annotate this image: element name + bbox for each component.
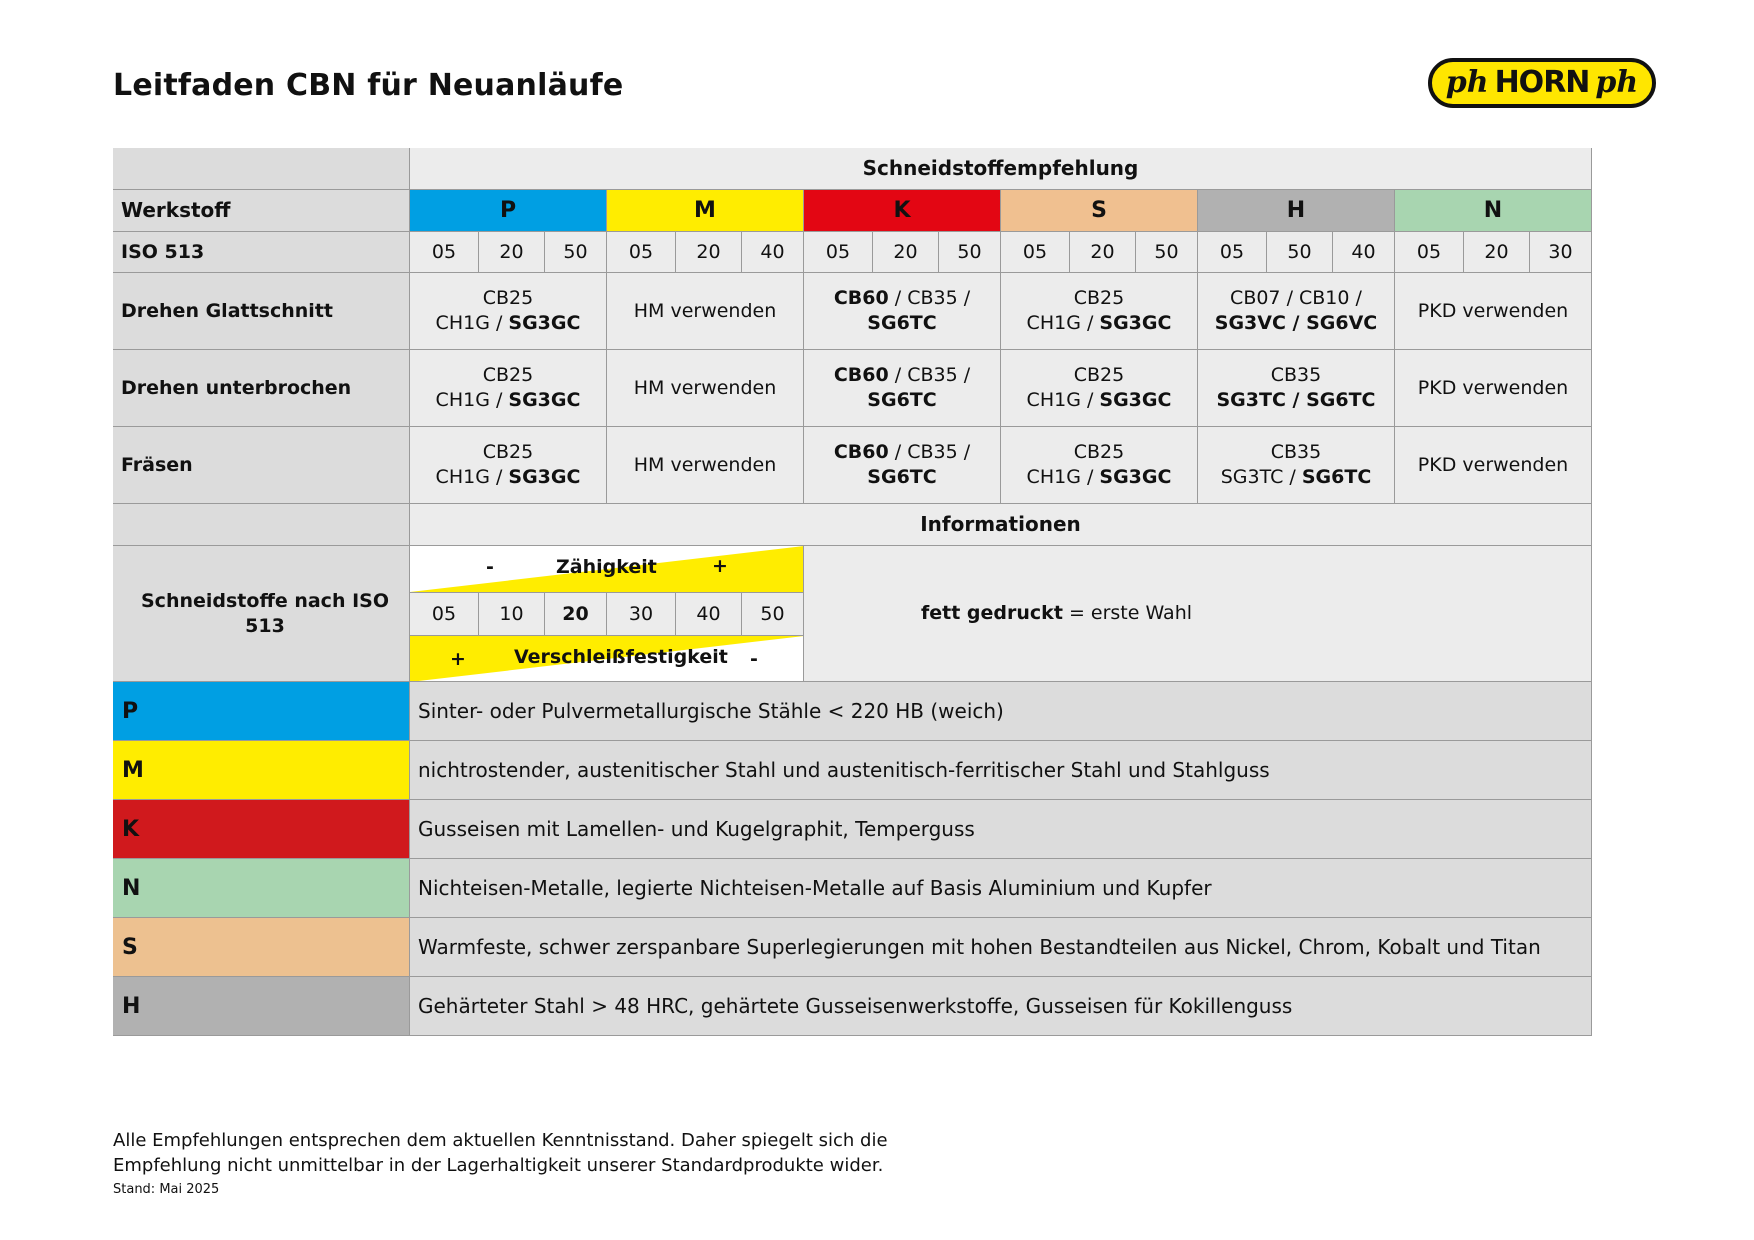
iso-value: 40 [1351,240,1376,263]
wear-minus-label: - [750,648,758,670]
legend-letter-m [113,741,410,800]
recommendation-lines [1027,363,1172,413]
iso-value: 05 [628,240,654,263]
recommendation-lines [1221,440,1372,490]
grade-text: CB25 [1073,441,1125,463]
line-1 [1217,363,1376,388]
recommendation-fraesen-k [804,427,1001,504]
section-info-label: Informationen [920,512,1081,536]
recommendation-lines [1217,363,1376,413]
line-1 [1027,440,1172,465]
grade-first-choice: SG3GC [1099,466,1172,488]
recommendation-text: HM verwenden [633,376,777,399]
recommendation-unterbrochen-s [1001,350,1198,427]
line-1 [436,363,581,388]
iso-cell [873,232,939,273]
iso-cell [1530,232,1592,273]
scale-value: 50 [760,602,785,625]
material-group-letter: H [1286,198,1306,223]
material-group-k [804,190,1001,232]
row-label-iso [113,232,410,273]
iso-cell [1070,232,1136,273]
iso-value: 05 [1022,240,1048,263]
iso-value: 50 [1287,240,1312,263]
grade-first-choice: SG3GC [508,466,581,488]
line-1 [436,286,581,311]
recommendation-glatt-k [804,273,1001,350]
grade-text: / CB35 / [888,287,971,309]
iso-cell [939,232,1001,273]
recommendation-fraesen-p [410,427,607,504]
recommendation-unterbrochen-p [410,350,607,427]
iso-value: 05 [1219,240,1245,263]
grade-first-choice: CB60 [833,364,889,386]
row-label-unterbrochen [113,350,410,427]
iso-value: 20 [1090,240,1115,263]
row-label-text: Drehen Glattschnitt [121,299,333,322]
recommendation-text: PKD verwenden [1417,376,1569,399]
recommendation-glatt-m [607,273,804,350]
grade-first-choice: SG6TC [1301,466,1372,488]
werkstoff-label: Werkstoff [121,198,231,222]
recommendation-lines [1215,286,1377,336]
legend-text: Gusseisen mit Lamellen- und Kugelgraphit, Temperguss [418,816,975,841]
legend-text: Nichteisen-Metalle, legierte Nichteisen-Metalle auf Basis Aluminium und Kupfer [418,875,1212,900]
recommendation-fraesen-h [1198,427,1395,504]
line-2 [436,465,581,490]
recommendation-fraesen-s [1001,427,1198,504]
iso-value: 40 [760,240,785,263]
scale-value: 10 [499,602,524,625]
legend-text: nichtrostender, austenitischer Stahl und austenitisch-ferritischer Stahl und Stahlguss [418,757,1270,782]
iso-cell [1464,232,1530,273]
grade-first-choice: SG3GC [1099,389,1172,411]
scale-value-cell [479,592,545,636]
grade-first-choice: SG3GC [508,389,581,411]
horn-logo [1428,58,1656,108]
grade-text: CB25 [482,287,534,309]
iso-cell [607,232,676,273]
corner-empty-cell [113,148,410,190]
line-1 [436,440,581,465]
line-2 [1221,465,1372,490]
row-label-fraesen [113,427,410,504]
footer-stand: Stand: Mai 2025 [113,1182,220,1197]
recommendation-unterbrochen-h [1198,350,1395,427]
material-group-letter: N [1483,198,1503,223]
line-2 [834,465,970,490]
scale-value-cell [607,592,676,636]
page-title: Leitfaden CBN für Neuanläufe [113,68,624,103]
legend-letter: S [122,934,138,960]
grade-first-choice: SG6TC [867,466,937,488]
iso-cell [545,232,607,273]
info-corner-cell [113,504,410,546]
line-2 [1215,311,1377,336]
recommendation-fraesen-n [1395,427,1592,504]
iso-value: 05 [1416,240,1442,263]
recommendation-lines [436,286,581,336]
iso-value: 20 [499,240,524,263]
recommendation-glatt-s [1001,273,1198,350]
scale-value-cell [545,592,607,636]
iso-value: 50 [563,240,588,263]
recommendation-lines [834,363,970,413]
recommendation-lines [834,286,970,336]
ph-logo-mark-right: ph [1595,65,1639,100]
recommendation-lines [834,440,970,490]
recommendation-text: PKD verwenden [1417,453,1569,476]
grade-first-choice: CB60 [833,441,889,463]
line-2 [1217,388,1376,413]
line-2 [436,388,581,413]
legend-letter-n [113,859,410,918]
grade-text: CB25 [482,441,534,463]
row-label-werkstoff [113,190,410,232]
material-group-letter: M [694,198,716,223]
legend-letter-k [113,800,410,859]
line-2 [834,388,970,413]
recommendation-glatt-p [410,273,607,350]
recommendation-text: HM verwenden [633,453,777,476]
iso-value: 20 [1484,240,1509,263]
recommendation-glatt-h [1198,273,1395,350]
info-legend-cell [804,546,1592,682]
row-label-text: Fräsen [121,453,193,476]
recommendation-text: PKD verwenden [1417,299,1569,322]
recommendation-lines [436,363,581,413]
info-bold-text: fett gedruckt [921,602,1063,624]
grade-first-choice: SG3VC / SG6VC [1214,312,1378,334]
legend-letter: P [122,698,139,724]
material-group-letter: P [499,198,517,223]
grade-text: SG3TC / [1220,466,1302,488]
section-info-header [410,504,1592,546]
legend-letter-s [113,918,410,977]
legend-letter: N [122,875,141,901]
row-label-glatt [113,273,410,350]
legend-text: Warmfeste, schwer zerspanbare Superlegierungen mit hohen Bestandteilen aus Nickel, Chrom, Kobalt und Titan [418,934,1541,959]
grade-text: CB25 [1073,287,1125,309]
section-recommendation-header [410,148,1592,190]
recommendation-lines [1027,440,1172,490]
grade-text: / CB35 / [888,441,971,463]
grade-text: CB07 / CB10 / [1230,287,1362,309]
horn-brand-text: HORN [1494,65,1590,100]
line-2 [1027,311,1172,336]
iso-value: 20 [696,240,721,263]
iso-value: 05 [825,240,851,263]
recommendation-lines [1027,286,1172,336]
wear-resistance-label: Verschleißfestigkeit [514,646,728,668]
grade-text: CH1G / [435,312,509,334]
grade-text: CB25 [1073,364,1125,386]
grade-first-choice: CB60 [833,287,889,309]
line-1 [834,286,970,311]
grade-text: CH1G / [435,466,509,488]
scale-value: 20 [562,602,589,625]
grade-first-choice: SG3TC / SG6TC [1216,389,1376,411]
grade-first-choice: SG6TC [867,312,937,334]
iso-cell [479,232,545,273]
scale-value: 40 [696,602,721,625]
material-group-p [410,190,607,232]
material-group-n [1395,190,1592,232]
row-label-text: Drehen unterbrochen [121,376,352,399]
scale-value-cell [742,592,804,636]
legend-letter-p [113,682,410,741]
line-1 [1027,286,1172,311]
grade-text: / CB35 / [888,364,971,386]
grade-text: CH1G / [1026,389,1100,411]
line-1 [834,440,970,465]
line-1 [1027,363,1172,388]
legend-description-k [410,800,1592,859]
iso-cell [1395,232,1464,273]
toughness-plus-label: + [712,555,728,577]
grade-first-choice: SG3GC [1099,312,1172,334]
line-1 [1221,440,1372,465]
iso-value: 50 [957,240,982,263]
legend-letter: M [122,757,144,783]
grade-text: CB35 [1270,441,1322,463]
material-group-h [1198,190,1395,232]
recommendation-unterbrochen-k [804,350,1001,427]
iso-value: 30 [1548,240,1573,263]
schneidstoffe-label: Schneidstoffe nach ISO 513 [141,589,389,637]
ph-logo-mark-left: ph [1445,65,1489,100]
legend-description-m [410,741,1592,800]
iso-cell [1136,232,1198,273]
iso-cell [742,232,804,273]
material-group-m [607,190,804,232]
toughness-label: Zähigkeit [556,556,657,578]
section-recommendation-label: Schneidstoffempfehlung [862,156,1139,180]
legend-letter: K [122,816,140,842]
line-2 [436,311,581,336]
toughness-minus-label: - [486,556,494,578]
material-group-letter: K [893,198,911,223]
grade-text: CB35 [1270,364,1322,386]
iso-cell [676,232,742,273]
grade-text: CB25 [482,364,534,386]
scale-value-cell [676,592,742,636]
recommendation-glatt-n [1395,273,1592,350]
legend-description-n [410,859,1592,918]
iso-cell [1198,232,1267,273]
iso-cell [410,232,479,273]
legend-text: Sinter- oder Pulvermetallurgische Stähle < 220 HB (weich) [418,698,1004,723]
scale-value-cell [410,592,479,636]
iso-value: 05 [431,240,457,263]
recommendation-unterbrochen-n [1395,350,1592,427]
row-label-schneidstoffe [113,546,410,682]
iso-cell [1333,232,1395,273]
legend-text: Gehärteter Stahl > 48 HRC, gehärtete Gusseisenwerkstoffe, Gusseisen für Kokillenguss [418,993,1293,1018]
line-2 [1027,388,1172,413]
grade-first-choice: SG3GC [508,312,581,334]
legend-description-p [410,682,1592,741]
footer-line-1: Alle Empfehlungen entsprechen dem aktuellen Kenntnisstand. Daher spiegelt sich die [113,1130,888,1151]
footer-line-2: Empfehlung nicht unmittelbar in der Lagerhaltigkeit unserer Standardprodukte wider. [113,1155,884,1176]
material-group-s [1001,190,1198,232]
legend-description-h [410,977,1592,1036]
recommendation-text: HM verwenden [633,299,777,322]
wear-plus-label: + [450,648,466,670]
iso-value: 50 [1154,240,1179,263]
line-2 [1027,465,1172,490]
grade-first-choice: SG6TC [867,389,937,411]
iso-cell [804,232,873,273]
footer-note [113,1128,888,1178]
grade-text: CH1G / [435,389,509,411]
iso-label: ISO 513 [121,240,205,263]
grade-text: CH1G / [1026,466,1100,488]
iso-value: 20 [893,240,918,263]
line-2 [834,311,970,336]
iso-cell [1267,232,1333,273]
legend-letter: H [122,993,141,1019]
recommendation-fraesen-m [607,427,804,504]
scale-value: 30 [628,602,654,625]
line-1 [1215,286,1377,311]
iso-cell [1001,232,1070,273]
info-rest-text: = erste Wahl [1062,602,1193,624]
recommendation-unterbrochen-m [607,350,804,427]
material-group-letter: S [1091,198,1107,223]
grade-text: CH1G / [1026,312,1100,334]
recommendation-lines [436,440,581,490]
legend-description-s [410,918,1592,977]
legend-letter-h [113,977,410,1036]
line-1 [834,363,970,388]
scale-value: 05 [431,602,457,625]
